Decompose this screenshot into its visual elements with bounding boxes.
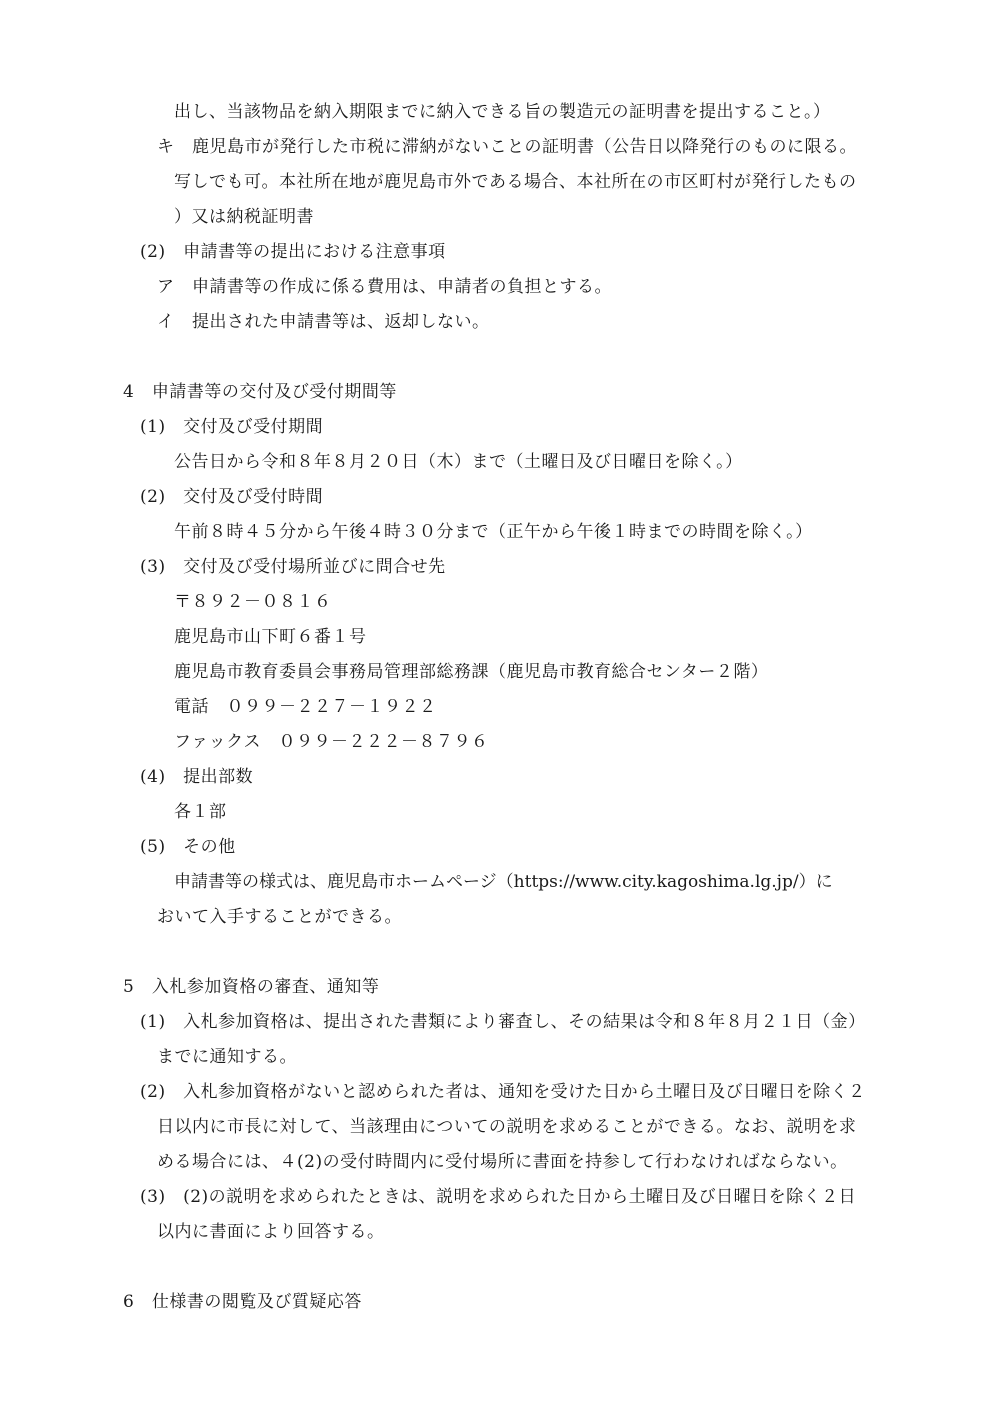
text-line: 写しでも可。本社所在地が鹿児島市外である場合、本社所在の市区町村が発行したもの — [174, 172, 857, 192]
fax: ファックス ０９９－２２２－８７９６ — [174, 732, 489, 752]
text-line: ア 申請書等の作成に係る費用は、申請者の負担とする。 — [157, 277, 612, 297]
text-line: 申請書等の様式は、鹿児島市ホームページ（https://www.city.kagoshima.lg.jp/）に — [174, 872, 833, 892]
text-line: 出し、当該物品を納入期限までに納入できる旨の製造元の証明書を提出すること。） — [174, 102, 831, 122]
text-line: (5) その他 — [140, 837, 236, 857]
section-heading: 6 仕様書の閲覧及び質疑応答 — [123, 1292, 362, 1312]
text-line: 公告日から令和８年８月２０日（木）まで（土曜日及び日曜日を除く。） — [174, 452, 743, 472]
text-line: (1) 入札参加資格は、提出された書類により審査し、その結果は令和８年８月２１日（金） — [140, 1012, 866, 1032]
text-line: 日以内に市長に対して、当該理由についての説明を求めることができる。なお、説明を求 — [157, 1117, 857, 1137]
text-line: イ 提出された申請書等は、返却しない。 — [157, 312, 490, 332]
section-heading: 5 入札参加資格の審査、通知等 — [123, 977, 380, 997]
text-line: 各１部 — [174, 802, 227, 822]
text-line: (3) 交付及び受付場所並びに問合せ先 — [140, 557, 446, 577]
text-line: 午前８時４５分から午後４時３０分まで（正午から午後１時までの時間を除く。） — [174, 522, 813, 542]
text-line: (4) 提出部数 — [140, 767, 254, 787]
text-line: おいて入手することができる。 — [157, 907, 402, 927]
address: 鹿児島市山下町６番１号 — [174, 627, 367, 647]
text-line: ）又は納税証明書 — [174, 207, 314, 227]
text-line: キ 鹿児島市が発行した市税に滞納がないことの証明書（公告日以降発行のものに限る。 — [157, 137, 857, 157]
text-line: (2) 入札参加資格がないと認められた者は、通知を受けた日から土曜日及び日曜日を除く２ — [140, 1082, 866, 1102]
section-heading: 4 申請書等の交付及び受付期間等 — [123, 382, 397, 402]
text-line: める場合には、４(2)の受付時間内に受付場所に書面を持参して行わなければならない。 — [157, 1152, 848, 1172]
phone: 電話 ０９９－２２７－１９２２ — [174, 697, 437, 717]
text-line: (3) (2)の説明を求められたときは、説明を求められた日から土曜日及び日曜日を除く２日 — [140, 1187, 857, 1207]
text-line: (2) 申請書等の提出における注意事項 — [140, 242, 446, 262]
department: 鹿児島市教育委員会事務局管理部総務課（鹿児島市教育総合センター２階） — [174, 662, 769, 682]
postal-code: 〒８９２－０８１６ — [174, 592, 332, 612]
text-line: までに通知する。 — [157, 1047, 297, 1067]
text-line: (2) 交付及び受付時間 — [140, 487, 324, 507]
text-line: 以内に書面により回答する。 — [157, 1222, 385, 1242]
text-line: (1) 交付及び受付期間 — [140, 417, 324, 437]
